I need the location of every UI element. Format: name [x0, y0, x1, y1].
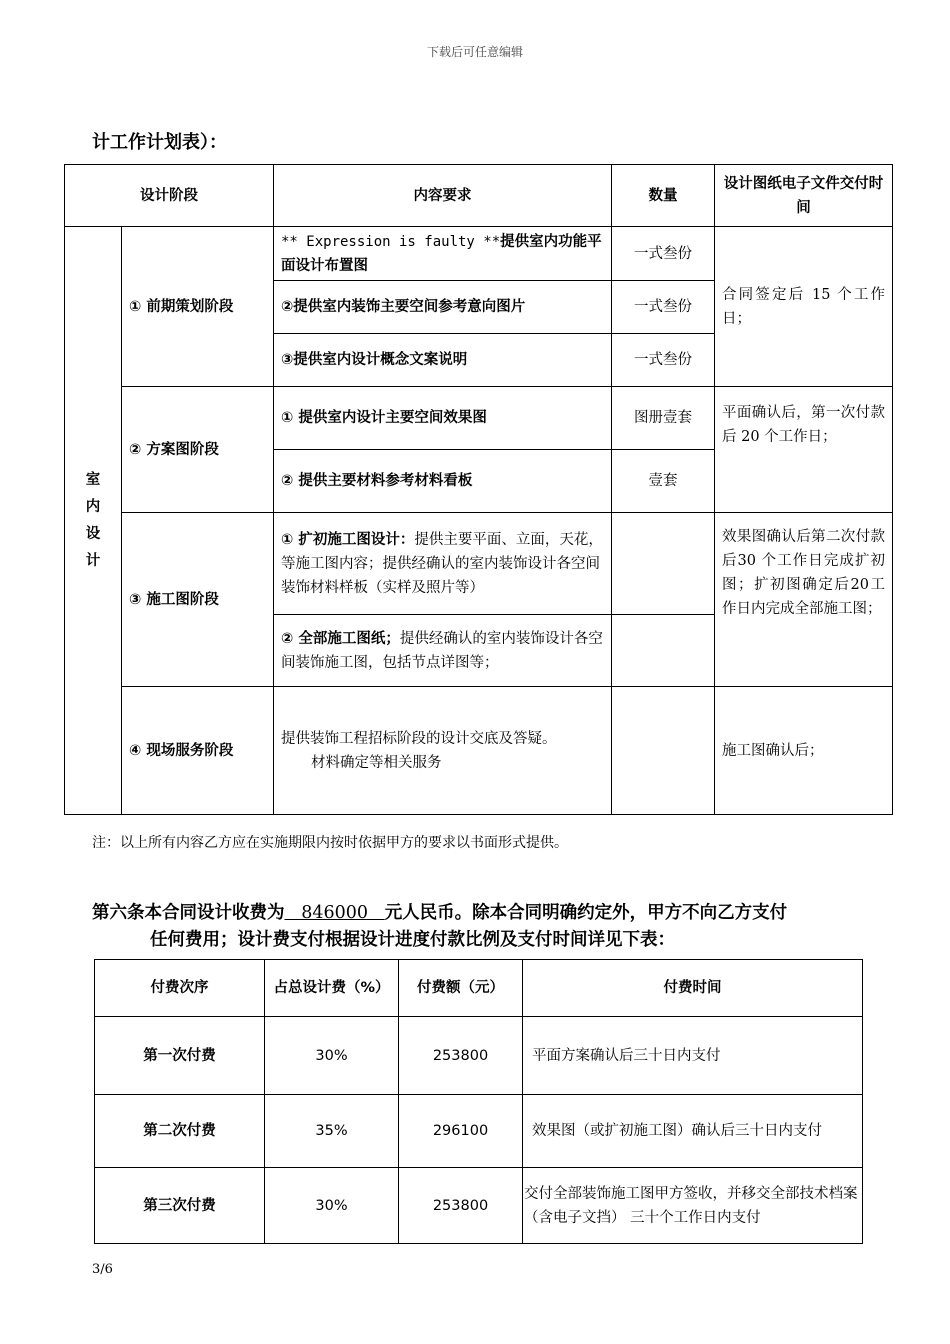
delivery-time-cell: 效果图确认后第二次付款后30 个工作日完成扩初图；扩初图确定后20工作日内完成全部施工图； — [715, 513, 893, 687]
payment-order-cell: 第二次付费 — [95, 1095, 265, 1168]
stage-name: ② 方案图阶段 — [122, 387, 274, 513]
stage-name: ① 前期策划阶段 — [122, 227, 274, 387]
amount-cell: 253800 — [399, 1168, 523, 1244]
table-row — [65, 513, 893, 615]
table-row — [95, 1095, 863, 1168]
section-title: 计工作计划表）： — [92, 132, 227, 153]
delivery-time-cell: 合同签定后 15 个工作日； — [715, 227, 893, 387]
header-amount: 付费额（元） — [399, 960, 523, 1017]
table-row — [65, 687, 893, 815]
quantity-cell: 一式叁份 — [612, 227, 715, 281]
content-cell: ② 提供主要材料参考材料看板 — [274, 450, 612, 513]
amount-cell: 296100 — [399, 1095, 523, 1168]
header-quantity: 数量 — [612, 165, 715, 227]
article-six-line2: 任何费用；设计费支付根据设计进度付款比例及支付时间详见下表： — [150, 930, 675, 950]
delivery-time-cell: 平面确认后，第一次付款后 20 个工作日； — [715, 387, 893, 513]
header-payment-order: 付费次序 — [95, 960, 265, 1017]
percentage-cell: 30% — [265, 1017, 399, 1095]
content-cell: ③提供室内设计概念文案说明 — [274, 334, 612, 387]
content-cell: ** Expression is faulty **提供室内功能平面设计布置图 — [274, 227, 612, 281]
content-line: 提供装饰工程招标阶段的设计交底及答疑。 — [281, 730, 557, 747]
payment-time-cell: 交付全部装饰施工图甲方签收，并移交全部技术档案（含电子文挡） 三十个工作日内支付 — [523, 1168, 863, 1244]
table-note: 注：以上所有内容乙方应在实施期限内按时依据甲方的要求以书面形式提供。 — [92, 835, 568, 851]
table-row — [65, 387, 893, 450]
quantity-cell — [612, 687, 715, 815]
delivery-time-cell: 施工图确认后； — [715, 687, 893, 815]
table-row — [95, 1017, 863, 1095]
payment-order-cell: 第三次付费 — [95, 1168, 265, 1244]
content-cell: ②提供室内装饰主要空间参考意向图片 — [274, 281, 612, 334]
quantity-cell: 一式叁份 — [612, 334, 715, 387]
page-header: 下载后可任意编辑 — [426, 45, 523, 59]
table-row — [65, 227, 893, 281]
header-percentage: 占总设计费（%） — [265, 960, 399, 1017]
content-line: 材料确定等相关服务 — [311, 754, 442, 771]
fee-amount: 846000 — [284, 903, 385, 923]
payment-table — [94, 959, 863, 1244]
content-cell — [274, 687, 612, 815]
table-header-row — [95, 960, 863, 1017]
header-delivery-time: 设计图纸电子文件交付时间 — [715, 165, 893, 227]
percentage-cell: 35% — [265, 1095, 399, 1168]
quantity-cell: 图册壹套 — [612, 387, 715, 450]
header-payment-time: 付费时间 — [523, 960, 863, 1017]
payment-time-cell: 平面方案确认后三十日内支付 — [523, 1017, 863, 1095]
content-cell: ① 扩初施工图设计：提供主要平面、立面，天花，等施工图内容；提供经确认的室内装饰设计各空间装饰材料样板（实样及照片等） — [274, 513, 612, 615]
design-plan-table — [64, 164, 893, 815]
payment-time-cell: 效果图（或扩初施工图）确认后三十日内支付 — [523, 1095, 863, 1168]
page-number: 3/6 — [92, 1262, 113, 1277]
percentage-cell: 30% — [265, 1168, 399, 1244]
header-content: 内容要求 — [274, 165, 612, 227]
header-stage: 设计阶段 — [65, 165, 274, 227]
stage-name: ③ 施工图阶段 — [122, 513, 274, 687]
table-header-row — [65, 165, 893, 227]
stage-name: ④ 现场服务阶段 — [122, 687, 274, 815]
category-interior-design: 室 内 设 计 — [65, 227, 122, 815]
amount-cell: 253800 — [399, 1017, 523, 1095]
article-six-line1: 第六条本合同设计收费为 846000 元人民币。除本合同明确约定外，甲方不向乙方支付 — [92, 903, 788, 923]
quantity-cell — [612, 615, 715, 687]
quantity-cell: 一式叁份 — [612, 281, 715, 334]
quantity-cell: 壹套 — [612, 450, 715, 513]
content-cell: ② 全部施工图纸；提供经确认的室内装饰设计各空间装饰施工图，包括节点详图等； — [274, 615, 612, 687]
content-cell: ① 提供室内设计主要空间效果图 — [274, 387, 612, 450]
table-row — [95, 1168, 863, 1244]
quantity-cell — [612, 513, 715, 615]
payment-order-cell: 第一次付费 — [95, 1017, 265, 1095]
